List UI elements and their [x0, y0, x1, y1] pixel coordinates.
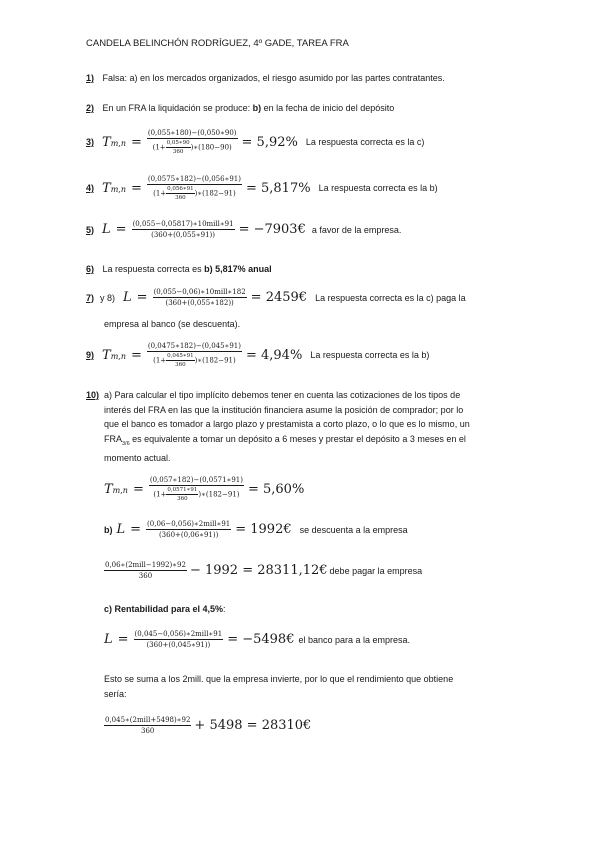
- answer-10-b-note: se descuenta a la empresa: [299, 524, 408, 535]
- equation-10a-denom-left: (1+: [153, 490, 167, 499]
- equation-7-result: = 2459€: [250, 290, 308, 305]
- answer-10-number: 10): [86, 390, 100, 400]
- equation-9-denominator: [147, 352, 242, 368]
- answer-2-text-pre: En un FRA la liquidación se produce:: [102, 103, 253, 113]
- answer-10-equation-d: L = $\frac{\text{(0,045−0,056)∗2mill∗91}}{(360+(0,045∗91))}$ = −5498€ el banco para a la empresa.: [104, 630, 411, 649]
- equation-9-numerator: (0,0475∗182)−(0,045∗91): [147, 342, 241, 350]
- equation-7-numerator: (0,055−0,06)∗10mill∗182: [153, 288, 246, 296]
- answer-6-number: 6): [86, 264, 95, 274]
- equation-10a-fraction: [149, 476, 244, 502]
- answer-2-number: 2): [86, 103, 95, 113]
- equation-5-result: = −7903€: [238, 222, 306, 237]
- equation-4-denom-left: (1+: [153, 189, 167, 198]
- answer-1: [86, 73, 445, 83]
- equation-4-lhs-sub: m,n: [110, 184, 126, 194]
- equation-10a-lhs-symbol: T: [104, 481, 113, 497]
- equation-10b-fraction: [146, 520, 231, 539]
- answer-10-equation-e: [104, 716, 311, 735]
- document-header: CANDELA BELINCHÓN RODRÍGUEZ, 4º GADE, TAREA FRA: [86, 38, 349, 49]
- equation-10d-result: = −5498€: [227, 632, 295, 647]
- equation-4-numerator: (0,0575∗182)−(0,056∗91): [147, 175, 241, 183]
- equation-5-fraction: [132, 220, 235, 239]
- answer-2: [86, 103, 394, 113]
- equation-3-lhs-symbol: T: [102, 134, 111, 150]
- equation-5-lhs: L: [102, 222, 111, 237]
- equation-10d-fraction: [134, 630, 224, 649]
- answer-3-note: La respuesta correcta es la c): [305, 137, 425, 147]
- answer-10-c-note: debe pagar la empresa: [329, 565, 423, 576]
- answer-2-text-post: en la fecha de inicio del depósito: [261, 103, 395, 113]
- equation-10a-lhs-sub: m,n: [112, 485, 128, 495]
- answer-3-number: 3): [86, 137, 95, 147]
- answer-7-number: 7): [86, 292, 95, 303]
- equation-3-fraction: [147, 129, 238, 155]
- equation-4-result: = 5,817%: [245, 180, 311, 196]
- answer-10-c-colon: :: [223, 604, 226, 614]
- answer-10-equation-b: b) L = $\frac{\text{(0,06−0,056)∗2mill∗91}}{(360+(0,06∗91))}$ = 1992€ se descuenta a la empresa: [104, 520, 408, 539]
- equation-10a-lhs: [104, 482, 128, 497]
- answer-9: 9) Tm,n = (0,0475∗182)−(0,045∗91) (1+ $\frac{0,045∗91}{360}$ )∗(182−91) = 4,94% La respuesta correcta es la b): [86, 342, 430, 368]
- equation-10a-inner-fraction: [166, 487, 198, 502]
- equation-4-lhs: [102, 181, 126, 196]
- equation-9-lhs-symbol: T: [102, 347, 111, 363]
- equation-10d-numerator: (0,045−0,056)∗2mill∗91: [134, 630, 223, 638]
- equation-10a-inner-num: 0,0571∗91: [167, 487, 198, 493]
- answer-1-number: 1): [86, 73, 95, 83]
- answer-10-summary: [104, 672, 524, 701]
- answer-5: 5) L = $\frac{\text{(0,055−0,05817)∗10mill∗91}}{(360+(0,055∗91))}$ = −7903€ a favor de la empresa.: [86, 220, 402, 239]
- answer-10-line-2: interés del FRA en las que la institución financiera asume la posición de comprador; por lo: [104, 404, 464, 415]
- answer-6: [86, 264, 272, 274]
- equation-10a-denom-right: )∗(182−91): [198, 490, 240, 499]
- equation-9-inner-num: 0,045∗91: [167, 353, 194, 359]
- equation-9-lhs-sub: m,n: [110, 351, 126, 361]
- equation-5-numerator: (0,055−0,05817)∗10mill∗91: [132, 220, 234, 228]
- answer-10-line-4-sub: 3/6: [122, 440, 130, 447]
- equation-3-numerator: (0,055∗180)−(0,050∗90): [147, 129, 237, 137]
- equation-7-denominator: (360+(0,055∗182)): [165, 299, 234, 307]
- equation-4-denom-right: )∗(182−91): [194, 189, 236, 198]
- answer-10-line-4-post: es equivalente a tomar un depósito a 6 meses y prestar el depósito a 3 meses en el: [129, 433, 466, 444]
- equation-10d-lhs: L: [104, 632, 113, 647]
- equation-10d-denominator: (360+(0,045∗91)): [146, 641, 211, 649]
- answer-6-text: La respuesta correcta es: [102, 264, 205, 274]
- equation-9-fraction: [147, 342, 242, 368]
- equation-10a-denominator: [149, 486, 244, 502]
- answer-7-note: La respuesta correcta es la c) paga la: [315, 292, 466, 303]
- equation-10c-denominator: 360: [138, 572, 153, 580]
- equation-10a-inner-den: 360: [177, 496, 188, 502]
- answer-10-line-5: momento actual.: [104, 452, 171, 463]
- answer-10-equation-a: Tm,n = (0,057∗182)−(0,0571∗91) (1+ $\frac{0,0571∗91}{360}$ )∗(182−91) = 5,60%: [104, 476, 305, 502]
- answer-9-number: 9): [86, 350, 95, 360]
- answer-10-line-4: [104, 432, 524, 451]
- answer-10-c-heading: [104, 604, 226, 614]
- answer-9-note: La respuesta correcta es la b): [310, 350, 430, 360]
- equation-10e-numerator: 0,045∗(2mill+5498)∗92: [105, 716, 191, 724]
- answer-5-number: 5): [86, 224, 95, 235]
- answer-10-b-label: b): [104, 524, 113, 535]
- answer-10-line-3: que el banco es tomador a largo plazo y prestamista a corto plazo, o lo que es lo mismo, un: [104, 419, 470, 429]
- equation-4-inner-den: 360: [175, 195, 186, 201]
- equation-9-denom-right: )∗(182−91): [194, 356, 236, 365]
- equation-10e-denominator: 360: [141, 727, 155, 735]
- answer-10-summary-line-1: Esto se suma a los 2mill. que la empresa invierte, por lo que el rendimiento que obtiene: [104, 674, 454, 684]
- answer-4-note: La respuesta correcta es la b): [318, 183, 438, 193]
- equation-4-inner-fraction: [166, 186, 194, 201]
- equation-3-lhs-sub: m,n: [110, 138, 126, 148]
- answer-6-bold: b) 5,817% anual: [204, 264, 272, 274]
- answer-10-line-4-pre: FRA: [104, 433, 122, 444]
- equation-3-inner-num: 0,05∗90: [166, 140, 190, 146]
- equation-3-denom-right: )∗(180−90): [190, 143, 232, 152]
- equation-3-inner-den: 360: [172, 149, 184, 155]
- equation-4-denominator: [147, 185, 242, 201]
- answer-10-summary-line-2: sería:: [104, 688, 127, 699]
- equation-10c-rest: − 1992 = 28311,12€: [189, 563, 328, 578]
- equation-9-inner-fraction: [166, 353, 194, 368]
- equation-3-inner-fraction: [166, 140, 191, 155]
- answer-5-note: a favor de la empresa.: [311, 224, 402, 235]
- equation-3-result: = 5,92%: [241, 134, 298, 150]
- equation-5-denominator: (360+(0,055∗91)): [151, 231, 215, 239]
- answer-2-text-bold: b): [252, 103, 262, 113]
- equation-9-denom-left: (1+: [153, 356, 167, 365]
- equation-10e-fraction: [104, 716, 191, 735]
- equation-9-lhs: [102, 348, 126, 363]
- answer-10-equation-c: [104, 561, 422, 580]
- answer-7: 7) y 8) L = $\frac{\text{(0,055−0,06)∗10mill∗182}}{(360+(0,055∗182))}$ = 2459€ La respuesta correcta es la c) paga la: [86, 288, 466, 307]
- equation-10a-result: = 5,60%: [247, 481, 305, 497]
- answer-10-c-label: c) Rentabilidad para el 4,5%: [104, 604, 224, 614]
- equation-10e-rest: + 5498 = 28310€: [194, 718, 312, 733]
- equation-10a-numerator: (0,057∗182)−(0,0571∗91): [149, 476, 243, 484]
- equation-7-fraction: [153, 288, 247, 307]
- answer-3: 3) Tm,n = (0,055∗180)−(0,050∗90) (1+ $\frac{0,05∗90}{360}$ )∗(180−90) = 5,92% La respuesta correcta es la c): [86, 129, 425, 155]
- answer-8-number: y 8): [100, 292, 116, 303]
- answer-4-number: 4): [86, 183, 95, 193]
- answer-7-note-continued: empresa al banco (se descuenta).: [104, 319, 241, 329]
- equation-9-inner-den: 360: [175, 362, 186, 368]
- equation-4-lhs-symbol: T: [102, 180, 111, 196]
- equation-7-lhs: L: [123, 290, 132, 305]
- equation-10c-fraction: [104, 561, 187, 580]
- equation-3-denominator: [147, 139, 238, 155]
- equation-10c-numerator: 0,06∗(2mill−1992)∗92: [105, 561, 186, 569]
- answer-4: 4) Tm,n = (0,0575∗182)−(0,056∗91) (1+ $\frac{0,056∗91}{360}$ )∗(182−91) = 5,817% La respuesta correcta es la b): [86, 175, 438, 201]
- equation-10b-result: = 1992€: [235, 522, 292, 537]
- answer-10-d-note: el banco para a la empresa.: [298, 634, 411, 645]
- answer-10-paragraph: [104, 388, 524, 465]
- answer-10-line-1: a) Para calcular el tipo implícito debemos tener en cuenta las cotizaciones de los tipos de: [104, 390, 461, 400]
- equation-3-denom-left: (1+: [152, 143, 166, 152]
- answer-2-text: [103, 103, 395, 113]
- equation-4-inner-num: 0,056∗91: [167, 186, 194, 192]
- equation-9-result: = 4,94%: [245, 347, 303, 363]
- equation-10b-numerator: (0,06−0,056)∗2mill∗91: [147, 520, 231, 528]
- equation-4-fraction: [147, 175, 242, 201]
- equation-3-lhs: [102, 135, 126, 150]
- equation-10b-lhs: L: [116, 522, 126, 537]
- answer-1-text: Falsa: a) en los mercados organizados, el riesgo asumido por las partes contratantes.: [102, 73, 445, 83]
- equation-10b-denominator: (360+(0,06∗91)): [158, 531, 219, 539]
